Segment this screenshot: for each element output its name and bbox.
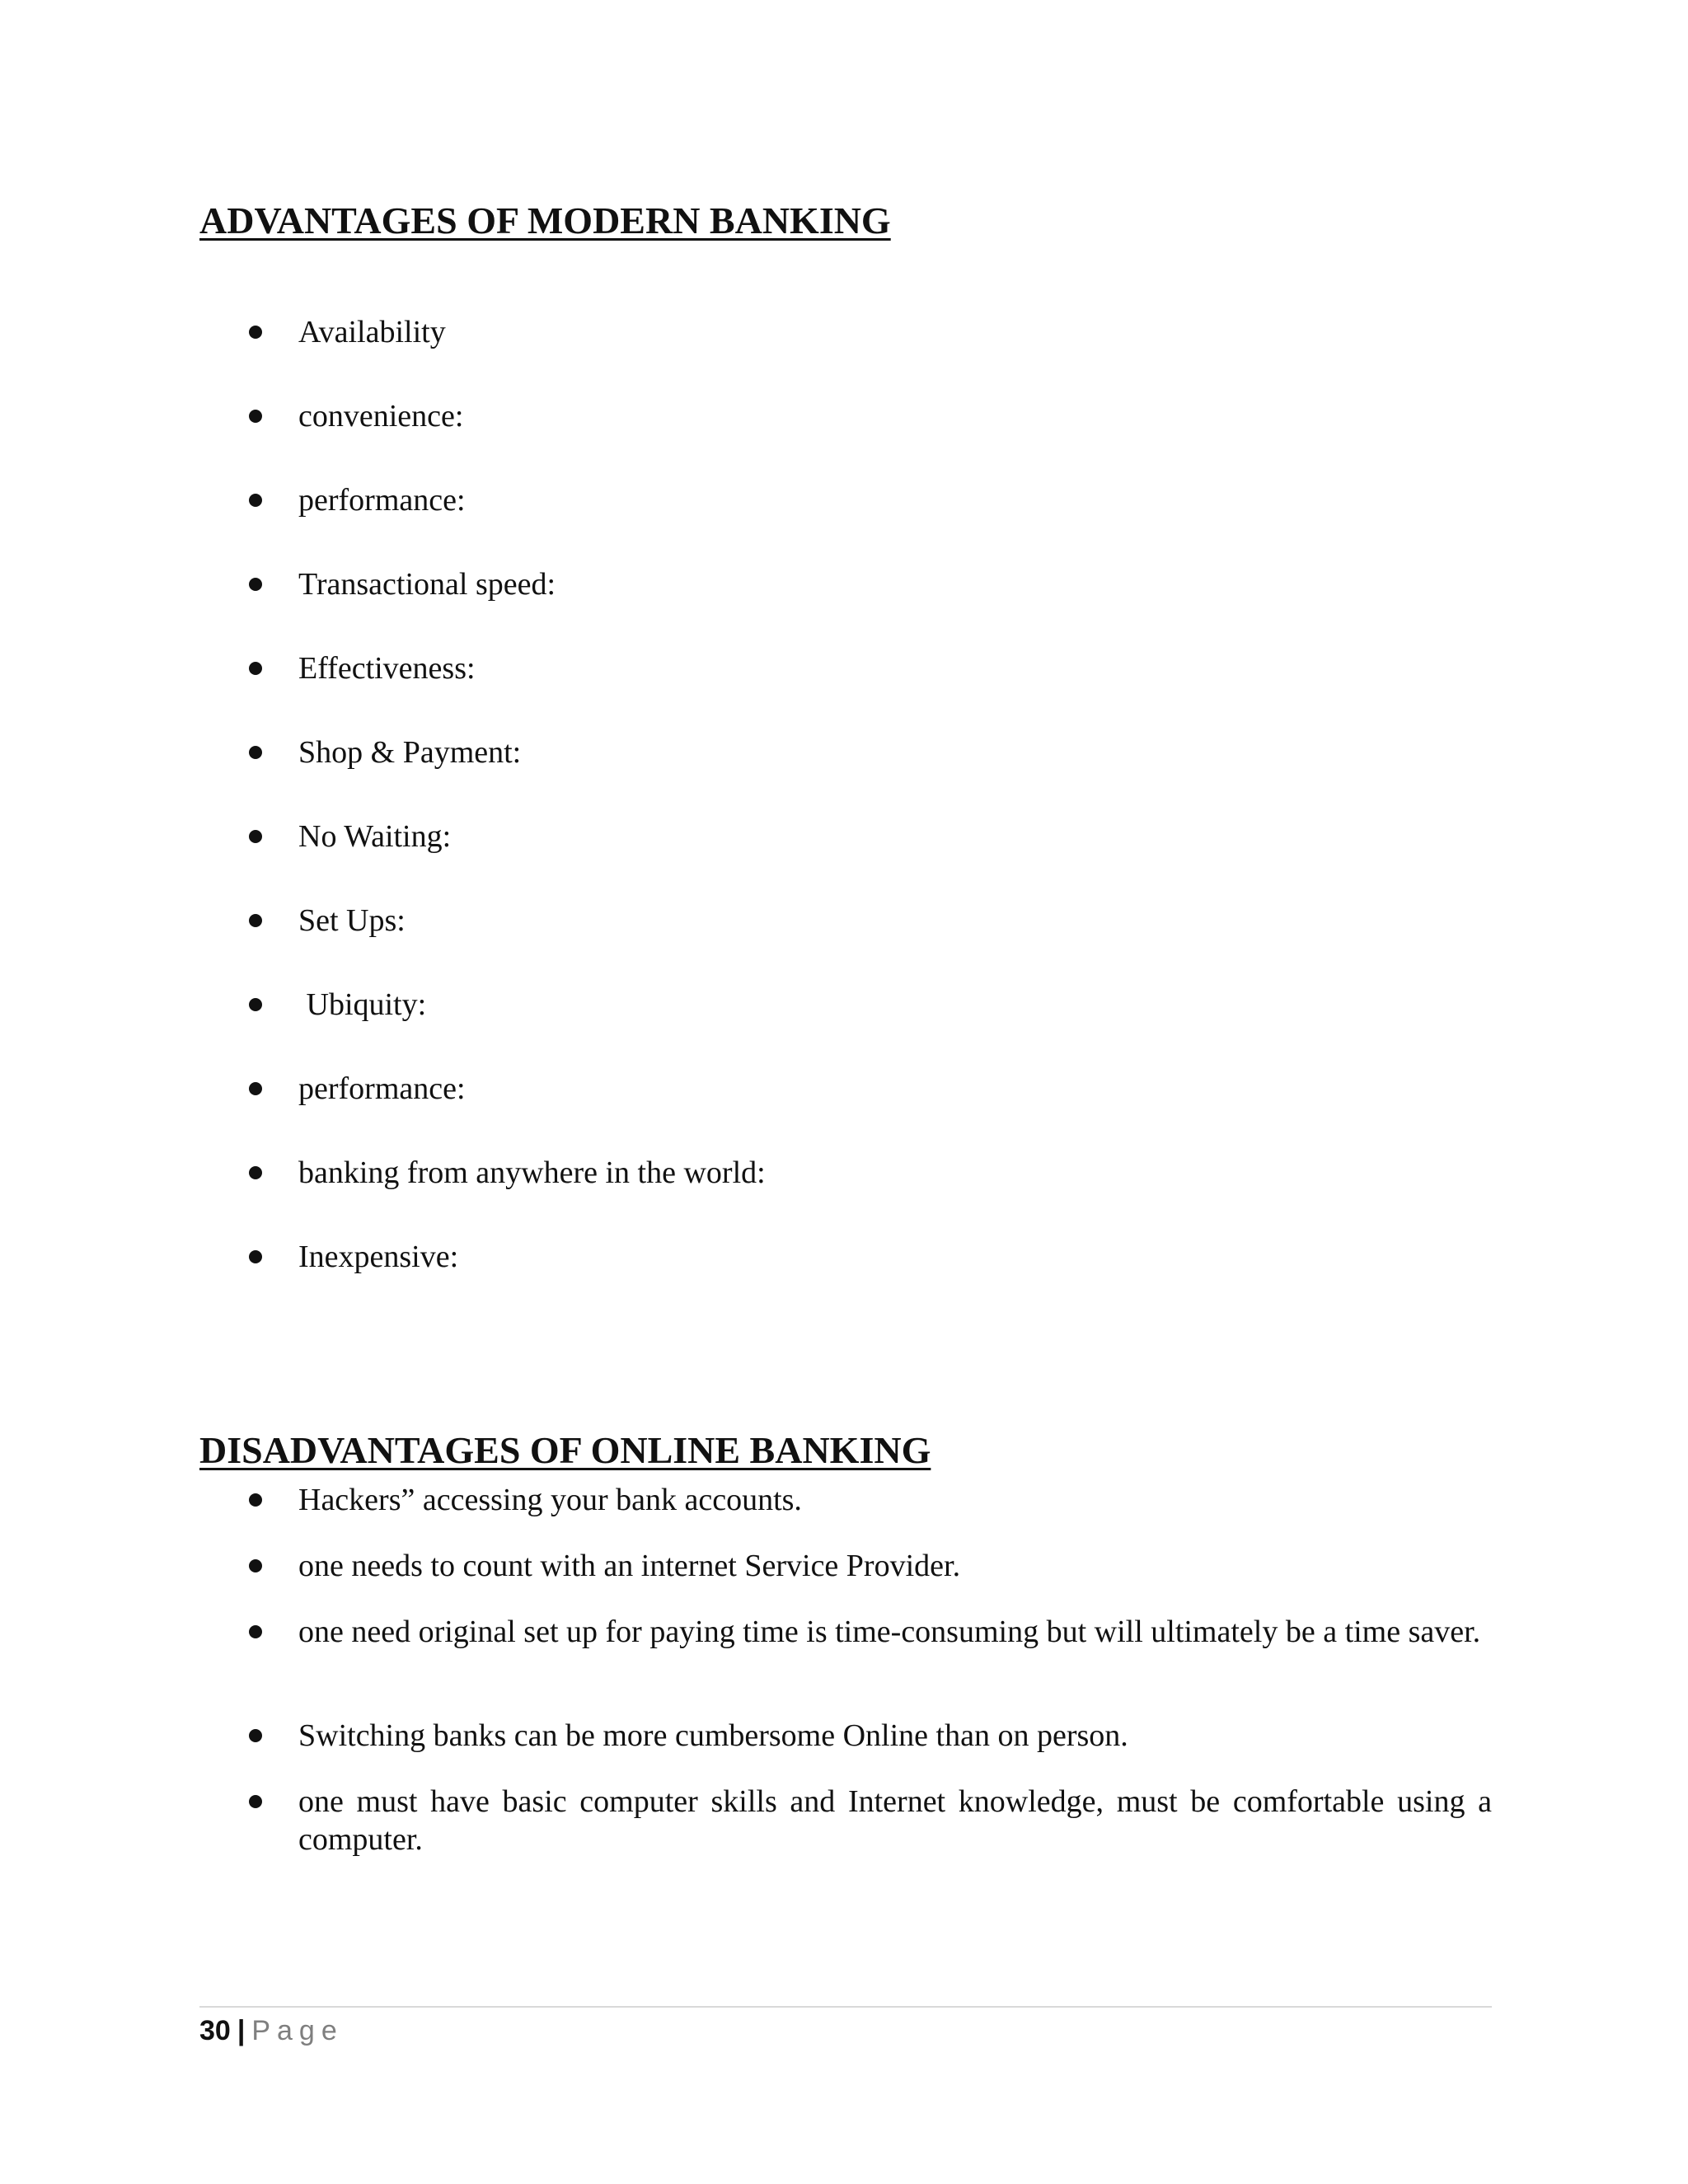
list-item-text: Transactional speed: [298,567,556,602]
bullet-icon [249,1559,262,1572]
bullet-icon [249,746,262,759]
list-item-text: one must have basic computer skills and Internet knowledge, must be comfortable using a computer. [298,1784,1492,1857]
list-item-text: Availability [298,315,446,349]
list-item-text: banking from anywhere in the world: [298,1155,766,1190]
bullet-icon [249,1493,262,1507]
bullet-icon [249,494,262,507]
list-item-text: one need original set up for paying time is time-consuming but will ultimately be a time saver. [298,1615,1481,1649]
list-item-text: Switching banks can be more cumbersome Online than on person. [298,1718,1128,1753]
list-item-text: one needs to count with an internet Service Provider. [298,1549,961,1583]
bullet-icon [249,830,262,843]
page-number: 30 [199,2015,231,2046]
page-separator: | [237,2015,246,2046]
bullet-icon [249,1625,262,1638]
footer-divider [199,2006,1492,2008]
list-item-text: Hackers” accessing your bank accounts. [298,1483,802,1517]
bullet-icon [249,1166,262,1179]
list-item-text: performance: [298,1071,466,1106]
bullet-icon [249,998,262,1011]
advantages-heading: ADVANTAGES OF MODERN BANKING [199,199,891,241]
list-item-text: Inexpensive: [298,1240,459,1274]
list-item-text: Set Ups: [298,903,406,938]
bullet-icon [249,578,262,591]
bullet-icon [249,1082,262,1095]
list-item-text: convenience: [298,399,464,434]
list-item-text: No Waiting: [298,819,452,854]
bullet-icon [249,914,262,927]
disadvantages-heading: DISADVANTAGES OF ONLINE BANKING [199,1429,931,1471]
page-footer [199,2013,344,2049]
list-item-text: Ubiquity: [298,987,427,1022]
bullet-icon [249,410,262,423]
list-item-text: Effectiveness: [298,651,476,686]
bullet-icon [249,662,262,675]
bullet-icon [249,1795,262,1808]
bullet-icon [249,1250,262,1263]
list-item-text: performance: [298,483,466,518]
bullet-icon [249,326,262,339]
page-label: Page [251,2015,344,2046]
bullet-icon [249,1729,262,1742]
list-item-text: Shop & Payment: [298,735,522,770]
